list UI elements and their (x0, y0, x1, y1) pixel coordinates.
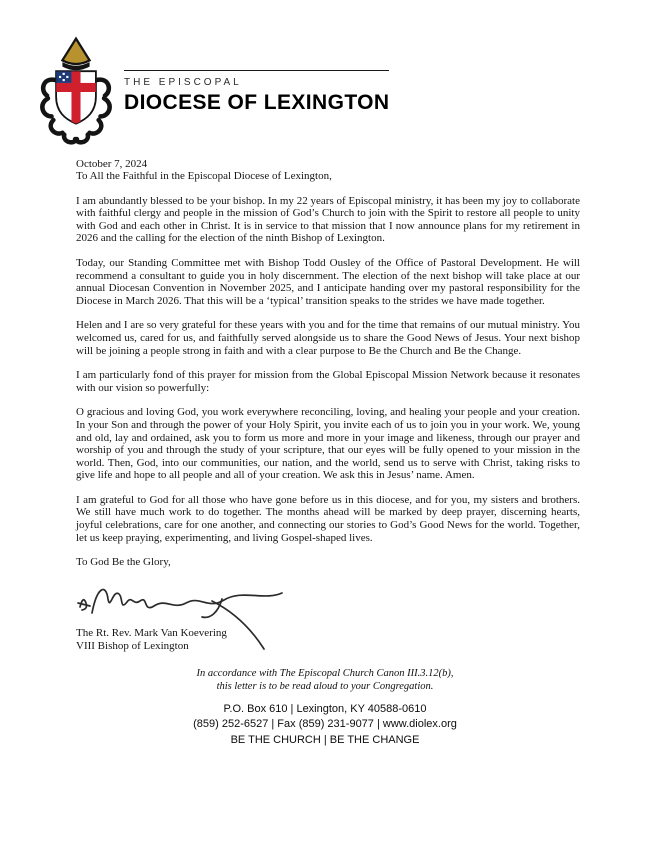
letterhead (0, 0, 650, 150)
wordmark (124, 70, 389, 115)
paragraph-4: I am particularly fond of this prayer for mission from the Global Episcopal Mission Network because it resonates with our vision so powerfully: (76, 369, 580, 394)
canon-note (0, 667, 650, 694)
letter-body (76, 170, 580, 653)
footer (0, 702, 650, 749)
paragraph-2: Today, our Standing Committee met with Bishop Todd Ousley of the Office of Pastoral Development. He will recommend a consultant to guide you in holy discernment. The election of the next bishop will take place at our annual Diocesan Convention in November 2025, and I anticipate handing over my pastoral responsibility for the Diocese in March 2026. That this will be a ‘typical’ transition speaks to the strides we have made together. (76, 256, 580, 307)
org-eyebrow: THE EPISCOPAL (124, 77, 242, 88)
footer-contact: (859) 252-6527 | Fax (859) 231-9077 | www.diolex.org (193, 718, 457, 731)
canon-note-line2: this letter is to be read aloud to your Congregation. (216, 681, 434, 693)
diocese-crest-icon (38, 34, 114, 150)
paragraph-3: Helen and I are so very grateful for these years with you and for the time that remains of our mutual ministry. You welcomed us, cared for us, and faithfully served alongside us to share the Good News of Jesus. Your next bishop will be joining a people strong in faith and with a clear purpose to Be the Church and Be the Change. (76, 319, 580, 357)
paragraph-5: I am grateful to God for all those who have gone before us in this diocese, and for you, my sisters and brothers. We still have much work to do together. The months ahead will be marked by deep prayer, discerning hearts, joyful celebrations, care for one another, and connecting our stories to God’s Good News for the world. Together, let us keep praying, experimenting, and living Gospel-shaped lives. (76, 493, 580, 544)
footer-address: P.O. Box 610 | Lexington, KY 40588-0610 (223, 702, 427, 715)
signer-title: VIII Bishop of Lexington (76, 639, 189, 652)
signer-name: The Rt. Rev. Mark Van Koevering (76, 626, 227, 639)
signature-area (76, 581, 580, 627)
paragraph-1: I am abundantly blessed to be your bishop. In my 22 years of Episcopal ministry, it has been my joy to collaborate with faithful clergy and people in the mission of God’s Church to join with the Spirit to restore all people to unity with God and each other in Christ. It is in service to that mission that I now announce plans for my retirement in 2026 and the calling for the election of the ninth Bishop of Lexington. (76, 194, 580, 245)
footer-motto: BE THE CHURCH | BE THE CHANGE (230, 733, 420, 746)
mission-prayer-quote: O gracious and loving God, you work everywhere reconciling, loving, and healing your people and your creation. In your Son and through the power of your Holy Spirit, you invite each of us to join you in your work. We, young and old, lay and ordained, ask you to form us more and more in your image and likeness, through our prayer and worship of you and through the study of your scripture, that our eyes will be fully opened to your mission in the world. Then, God, into our communities, our nation, and the world, send us to serve with Christ, taking risks to give life and hope to all people and all of your creation. We ask this in Jesus’ name. Amen. (76, 406, 580, 482)
letter-date: October 7, 2024 (76, 158, 148, 170)
handwritten-signature-icon (72, 573, 292, 657)
canon-note-line1: In accordance with The Episcopal Church Canon III.3.12(b), (196, 667, 454, 679)
valediction: To God Be the Glory, (76, 556, 171, 569)
salutation: To All the Faithful in the Episcopal Diocese of Lexington, (76, 170, 332, 182)
org-name: DIOCESE OF LEXINGTON (124, 91, 390, 114)
